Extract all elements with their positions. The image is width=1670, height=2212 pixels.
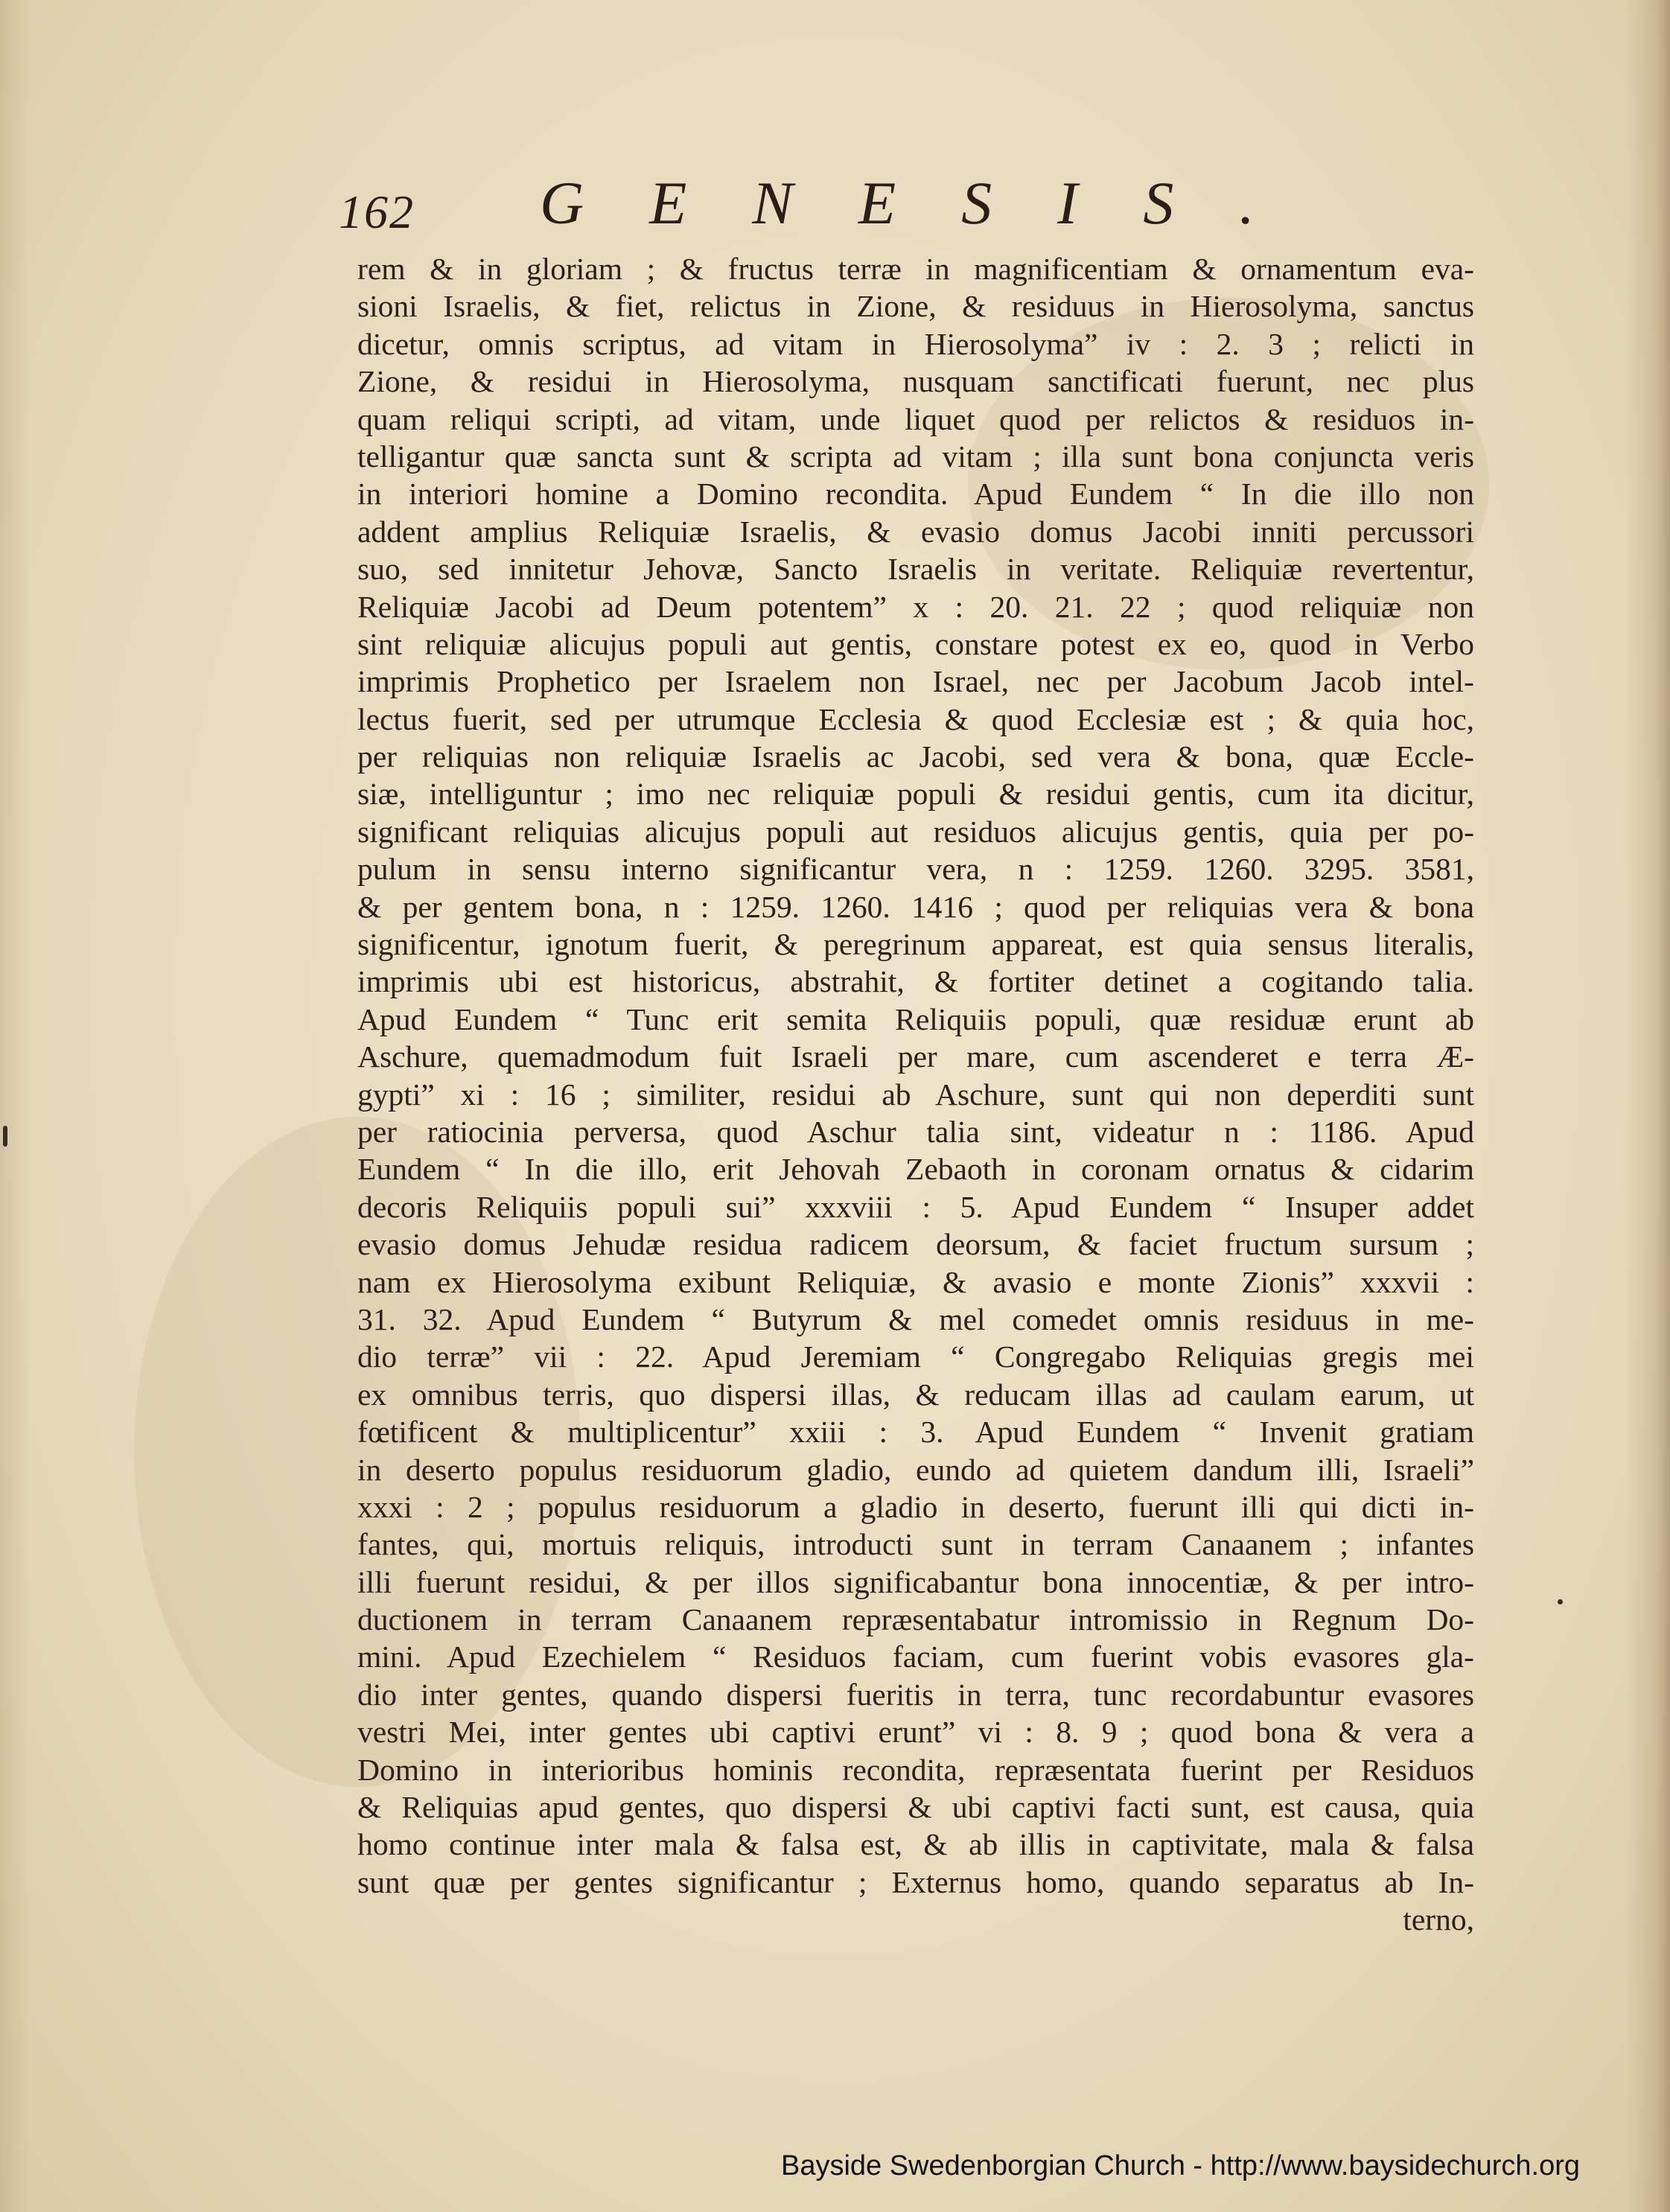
text-line: vestri Mei, inter gentes ubi captivi erunt” vi : 8. 9 ; quod bona & vera a: [357, 1715, 1474, 1750]
text-line: Zione, & residui in Hierosolyma, nusquam sanctificati fuerunt, nec plus: [357, 364, 1474, 399]
text-line: xxxi : 2 ; populus residuorum a gladio in deserto, fuerunt illi qui dicti in-: [357, 1489, 1474, 1524]
text-line: addent amplius Reliquiæ Israelis, & evasio domus Jacobi inniti percussori: [357, 514, 1474, 549]
text-line: evasio domus Jehudæ residua radicem deorsum, & faciet fructum sursum ;: [357, 1227, 1474, 1262]
text-line: significentur, ignotum fuerit, & peregrinum appareat, est quia sensus literalis,: [357, 927, 1474, 962]
text-line: Aschure, quemadmodum fuit Israeli per mare, cum ascenderet e terra Æ-: [357, 1039, 1474, 1074]
text-line: imprimis Prophetico per Israelem non Israel, nec per Jacobum Jacob intel-: [357, 664, 1474, 699]
text-line: significant reliquias alicujus populi aut residuos alicujus gentis, quia per po-: [357, 814, 1474, 849]
text-line: suo, sed innitetur Jehovæ, Sancto Israelis in veritate. Reliquiæ revertentur,: [357, 552, 1474, 587]
text-line: per ratiocinia perversa, quod Aschur talia sint, videatur n : 1186. Apud: [357, 1114, 1474, 1149]
text-line: in interiori homine a Domino recondita. Apud Eundem “ In die illo non: [357, 476, 1474, 511]
text-line: sint reliquiæ alicujus populi aut gentis, constare potest ex eo, quod in Verbo: [357, 626, 1474, 661]
text-line: & Reliquias apud gentes, quo dispersi & ubi captivi facti sunt, est causa, quia: [357, 1790, 1474, 1825]
page-number: 162: [339, 185, 415, 238]
text-line: nam ex Hierosolyma exibunt Reliquiæ, & avasio e monte Zionis” xxxvii :: [357, 1264, 1474, 1299]
text-line: decoris Reliquiis populi sui” xxxviii : 5. Apud Eundem “ Insuper addet: [357, 1189, 1474, 1224]
text-line: gypti” xi : 16 ; similiter, residui ab Aschure, sunt qui non deperditi sunt: [357, 1077, 1474, 1112]
text-line: terno,: [1403, 1902, 1474, 1937]
running-title: GENESIS.: [540, 169, 1320, 237]
text-line: rem & in gloriam ; & fructus terræ in magnificentiam & ornamentum eva-: [357, 252, 1474, 286]
text-line: dio terræ” vii : 22. Apud Jeremiam “ Congregabo Reliquias gregis mei: [357, 1339, 1474, 1374]
text-line: illi fuerunt residui, & per illos significabantur bona innocentiæ, & per intro-: [357, 1564, 1474, 1599]
text-line: sioni Israelis, & fiet, relictus in Zione, & residuus in Hierosolyma, sanctus: [357, 289, 1474, 324]
watermark-credit: Bayside Swedenborgian Church - http://www.baysidechurch.org: [780, 2150, 1580, 2181]
text-line: pulum in sensu interno significantur vera, n : 1259. 1260. 3295. 3581,: [357, 852, 1474, 887]
text-line: fantes, qui, mortuis reliquis, introducti sunt in terram Canaanem ; infantes: [357, 1527, 1474, 1562]
text-line: Domino in interioribus hominis recondita, repræsentata fuerint per Residuos: [357, 1752, 1474, 1787]
text-line: imprimis ubi est historicus, abstrahit, & fortiter detinet a cogitando talia.: [357, 964, 1474, 999]
text-line: siæ, intelliguntur ; imo nec reliquiæ populi & residui gentis, cum ita dicitur,: [357, 777, 1474, 812]
text-line: dio inter gentes, quando dispersi fueritis in terra, tunc recordabuntur evasores: [357, 1677, 1474, 1712]
text-line: in deserto populus residuorum gladio, eundo ad quietem dandum illi, Israeli”: [357, 1452, 1474, 1487]
body-text: [357, 250, 1474, 1939]
text-line: homo continue inter mala & falsa est, & ab illis in captivitate, mala & falsa: [357, 1827, 1474, 1862]
text-line: 31. 32. Apud Eundem “ Butyrum & mel comedet omnis residuus in me-: [357, 1301, 1474, 1336]
text-line: telligantur quæ sancta sunt & scripta ad vitam ; illa sunt bona conjuncta veris: [357, 439, 1474, 474]
text-line: per reliquias non reliquiæ Israelis ac Jacobi, sed vera & bona, quæ Eccle-: [357, 739, 1474, 774]
text-line: sunt quæ per gentes significantur ; Externus homo, quando separatus ab In-: [357, 1864, 1474, 1899]
text-line: Apud Eundem “ Tunc erit semita Reliquiis populi, quæ residuæ erunt ab: [357, 1001, 1474, 1036]
text-line: quam reliqui scripti, ad vitam, unde liquet quod per relictos & residuos in-: [357, 401, 1474, 436]
text-line: lectus fuerit, sed per utrumque Ecclesia & quod Ecclesiæ est ; & quia hoc,: [357, 701, 1474, 736]
text-line: dicetur, omnis scriptus, ad vitam in Hierosolyma” iv : 2. 3 ; relicti in: [357, 326, 1474, 361]
text-line: Reliquiæ Jacobi ad Deum potentem” x : 20. 21. 22 ; quod reliquiæ non: [357, 589, 1474, 624]
ink-speck: [3, 1126, 7, 1147]
text-line: & per gentem bona, n : 1259. 1260. 1416 ; quod per reliquias vera & bona: [357, 889, 1474, 924]
text-line: fœtificent & multiplicentur” xxiii : 3. Apud Eundem “ Invenit gratiam: [357, 1415, 1474, 1450]
ink-speck: [1558, 1599, 1563, 1604]
text-line: ex omnibus terris, quo dispersi illas, & reducam illas ad caulam earum, ut: [357, 1377, 1474, 1412]
text-line: mini. Apud Ezechielem “ Residuos faciam, cum fuerint vobis evasores gla-: [357, 1639, 1474, 1674]
page-right-edge: [1625, 0, 1670, 2212]
page-left-shadow: [0, 0, 30, 2212]
text-line: Eundem “ In die illo, erit Jehovah Zebaoth in coronam ornatus & cidarim: [357, 1152, 1474, 1187]
text-line: ductionem in terram Canaanem repræsentabatur intromissio in Regnum Do-: [357, 1602, 1474, 1637]
page-header: [339, 162, 1500, 237]
